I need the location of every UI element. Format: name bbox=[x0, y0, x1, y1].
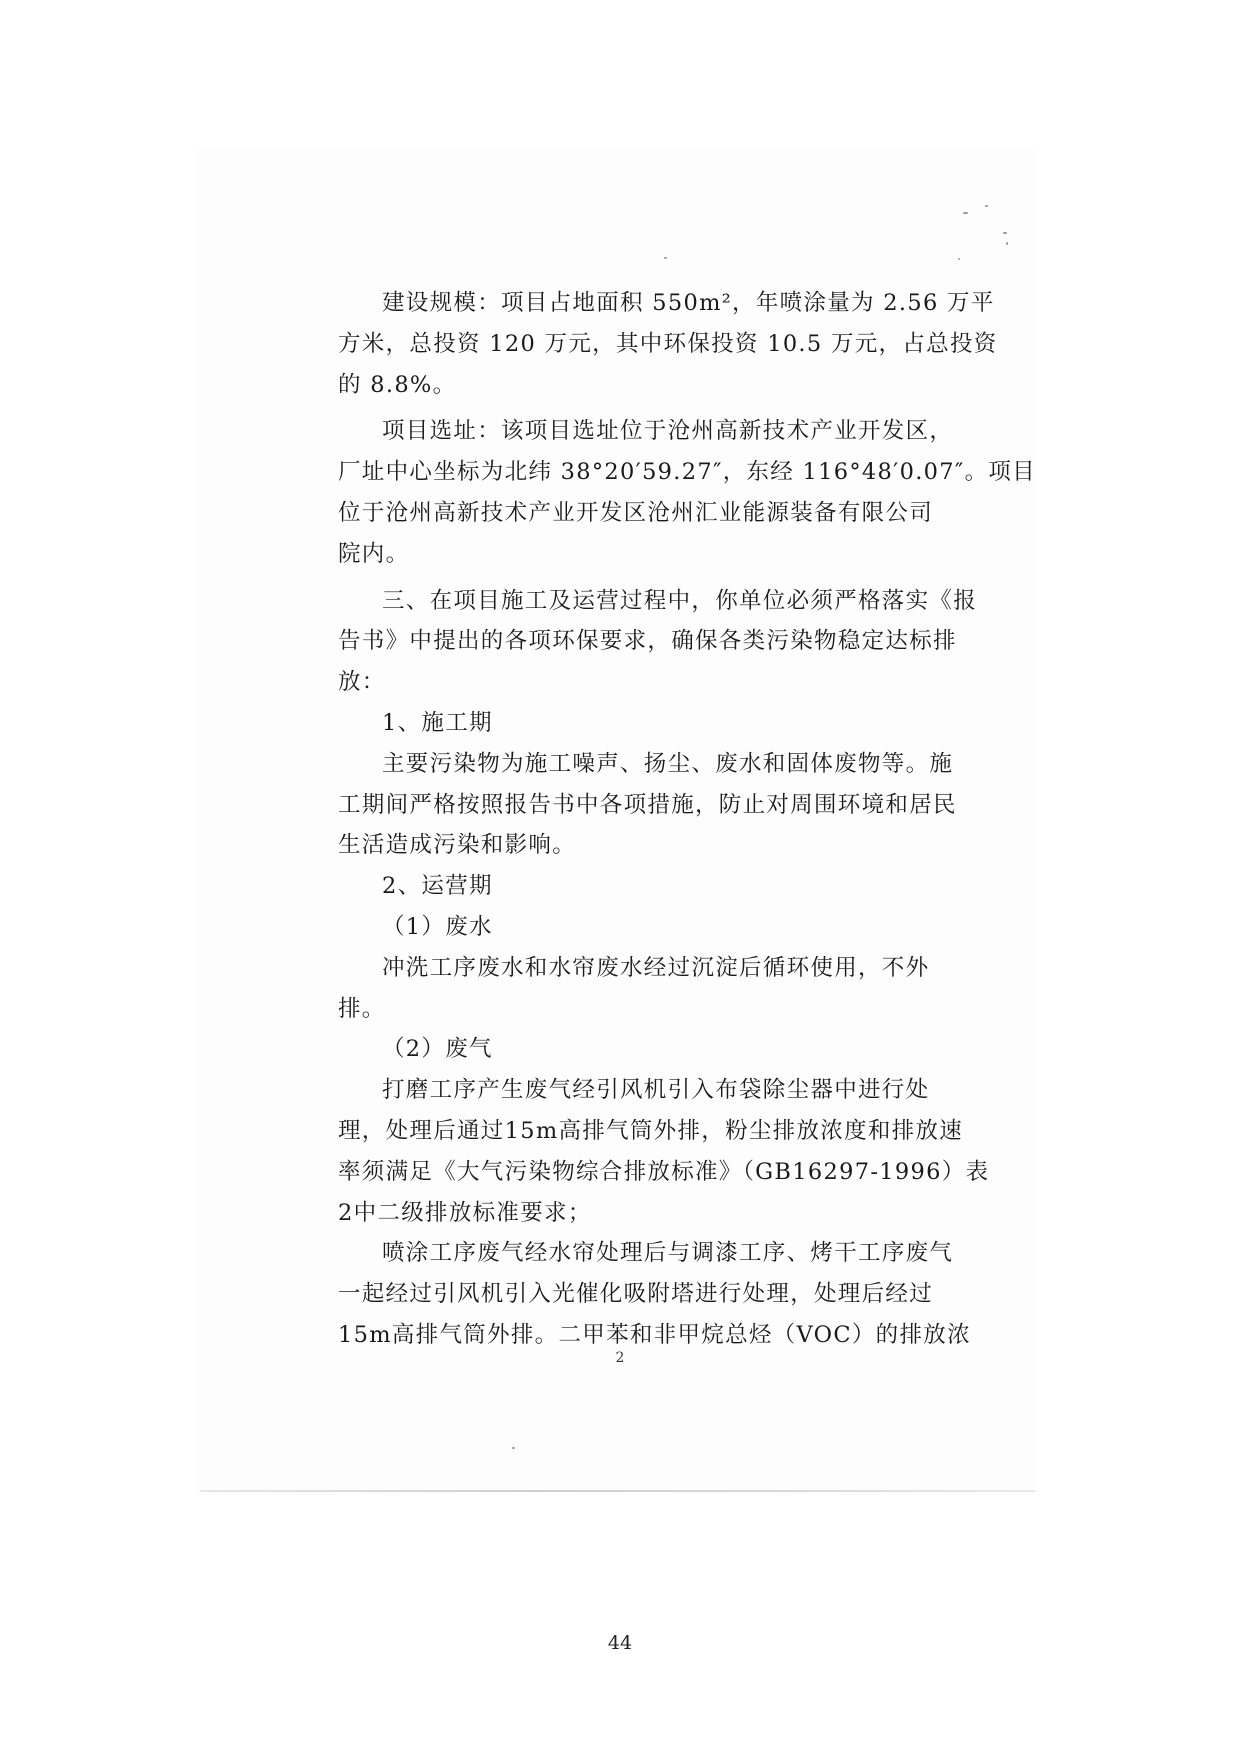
subsection-heading: （2）废气 bbox=[382, 1036, 493, 1063]
scan-speck bbox=[958, 258, 960, 260]
document-body bbox=[338, 283, 1036, 1356]
text-line: 建设规模：项目占地面积 550m²，年喷涂量为 2.56 万平 bbox=[382, 290, 995, 316]
inner-page-number: 2 bbox=[615, 1350, 625, 1366]
text-line: 生活造成污染和影响。 bbox=[338, 832, 577, 859]
text-line: 2中二级排放标准要求； bbox=[338, 1199, 592, 1226]
text-line: 厂址中心坐标为北纬 38°20′59.27″，东经 116°48′0.07″。项目 bbox=[338, 459, 1036, 486]
text-line: 三、在项目施工及运营过程中，你单位必须严格落实《报 bbox=[382, 587, 978, 614]
text-line: 工期间严格按照报告书中各项措施，防止对周围环境和居民 bbox=[338, 791, 957, 818]
text-line: 喷涂工序废气经水帘处理后与调漆工序、烤干工序废气 bbox=[382, 1240, 954, 1267]
section-heading: 1、施工期 bbox=[382, 709, 493, 736]
text-line: 的 8.8%。 bbox=[338, 371, 457, 398]
text-line: 位于沧州高新技术产业开发区沧州汇业能源装备有限公司 bbox=[338, 499, 934, 526]
text-line: 项目选址：该项目选址位于沧州高新技术产业开发区， bbox=[382, 418, 954, 445]
scan-speck bbox=[985, 205, 988, 207]
scan-speck bbox=[664, 257, 667, 259]
text-line: 率须满足《大气污染物综合排放标准》（GB16297-1996）表 bbox=[338, 1158, 990, 1185]
text-line: 理，处理后通过15m高排气筒外排，粉尘排放浓度和排放速 bbox=[338, 1117, 964, 1144]
outer-page-number: 44 bbox=[607, 1632, 633, 1654]
subsection-heading: （1）废水 bbox=[382, 913, 493, 940]
text-line: 一起经过引风机引入光催化吸附塔进行处理，处理后经过 bbox=[338, 1281, 934, 1308]
text-line: 冲洗工序废水和水帘废水经过沉淀后循环使用，不外 bbox=[382, 954, 930, 981]
scan-speck bbox=[963, 212, 968, 214]
scan-speck bbox=[1006, 242, 1008, 245]
text-line: 15m高排气筒外排。二甲苯和非甲烷总烃（VOC）的排放浓 bbox=[338, 1321, 971, 1348]
section-heading: 2、运营期 bbox=[382, 873, 493, 900]
text-line: 院内。 bbox=[338, 540, 410, 567]
text-line: 告书》中提出的各项环保要求，确保各类污染物稳定达标排 bbox=[338, 628, 957, 655]
scan-speck bbox=[512, 1447, 515, 1449]
text-line: 主要污染物为施工噪声、扬尘、废水和固体废物等。施 bbox=[382, 750, 954, 777]
scan-edge-line bbox=[200, 1490, 1035, 1492]
text-line: 打磨工序产生废气经引风机引入布袋除尘器中进行处 bbox=[382, 1077, 930, 1104]
text-line: 方米，总投资 120 万元，其中环保投资 10.5 万元，占总投资 bbox=[338, 330, 998, 357]
scan-speck bbox=[1003, 232, 1007, 234]
text-line: 排。 bbox=[338, 995, 386, 1022]
text-line: 放： bbox=[338, 669, 386, 696]
